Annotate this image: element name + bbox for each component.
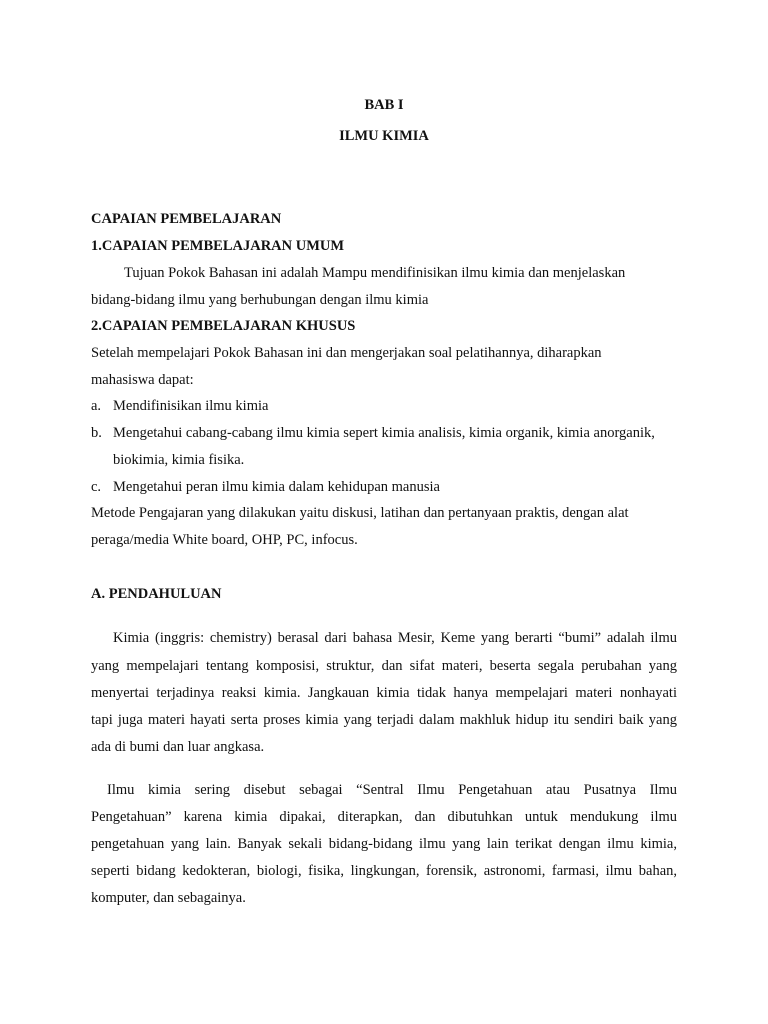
method-line: Metode Pengajaran yang dilakukan yaitu diskusi, latihan dan pertanyaan praktis, dengan alat: [91, 505, 629, 521]
paragraph-line: pengetahuan yang lain. Banyak sekali bidang-bidang ilmu yang lain terikat dengan ilmu kimia,: [91, 836, 677, 852]
list-item: Mengetahui cabang-cabang ilmu kimia sepert kimia analisis, kimia organik, kimia anorganik,: [113, 425, 655, 441]
list-marker: c.: [91, 479, 102, 495]
specific-outcome-intro: mahasiswa dapat:: [91, 372, 194, 388]
paragraph-line: menyertai terjadinya reaksi kimia. Jangkauan kimia tidak hanya mempelajari materi nonhayati: [91, 685, 677, 701]
section-heading-introduction: A. PENDAHULUAN: [91, 586, 222, 602]
chapter-number: BAB I: [364, 97, 404, 113]
general-outcome-line: Tujuan Pokok Bahasan ini adalah Mampu mendifinisikan ilmu kimia dan menjelaskan: [124, 265, 626, 281]
list-item-continuation: biokimia, kimia fisika.: [113, 452, 245, 468]
list-marker: b.: [91, 425, 102, 441]
paragraph-line: seperti bidang kedokteran, biologi, fisika, lingkungan, forensik, astronomi, farmasi, ilmu bahan,: [91, 863, 677, 879]
method-line: peraga/media White board, OHP, PC, infocus.: [91, 532, 358, 548]
paragraph-line: Kimia (inggris: chemistry) berasal dari bahasa Mesir, Keme yang berarti “bumi” adalah ilmu: [113, 630, 677, 646]
list-item: Mendifinisikan ilmu kimia: [113, 398, 269, 414]
general-outcome-heading: 1.CAPAIAN PEMBELAJARAN UMUM: [91, 238, 345, 254]
paragraph-line: komputer, dan sebagainya.: [91, 890, 246, 906]
paragraph-line: yang mempelajari tentang komposisi, struktur, dan sifat materi, beserta segala perubahan yang: [91, 658, 677, 674]
list-marker: a.: [91, 398, 102, 414]
paragraph-line: ada di bumi dan luar angkasa.: [91, 739, 265, 755]
general-outcome-line: bidang-bidang ilmu yang berhubungan dengan ilmu kimia: [91, 292, 429, 308]
paragraph-line: Ilmu kimia sering disebut sebagai “Sentral Ilmu Pengetahuan atau Pusatnya Ilmu: [107, 782, 677, 798]
section-heading-outcomes: CAPAIAN PEMBELAJARAN: [91, 211, 282, 227]
list-item: Mengetahui peran ilmu kimia dalam kehidupan manusia: [113, 479, 440, 495]
paragraph-line: tapi juga materi hayati serta proses kimia yang terjadi dalam makhluk hidup itu sendiri baik yang: [91, 712, 677, 728]
specific-outcome-heading: 2.CAPAIAN PEMBELAJARAN KHUSUS: [91, 318, 356, 334]
paragraph-line: Pengetahuan” karena kimia dipakai, diterapkan, dan dibutuhkan untuk mendukung ilmu: [91, 809, 677, 825]
chapter-title: ILMU KIMIA: [339, 128, 429, 144]
specific-outcome-intro: Setelah mempelajari Pokok Bahasan ini dan mengerjakan soal pelatihannya, diharapkan: [91, 345, 602, 361]
